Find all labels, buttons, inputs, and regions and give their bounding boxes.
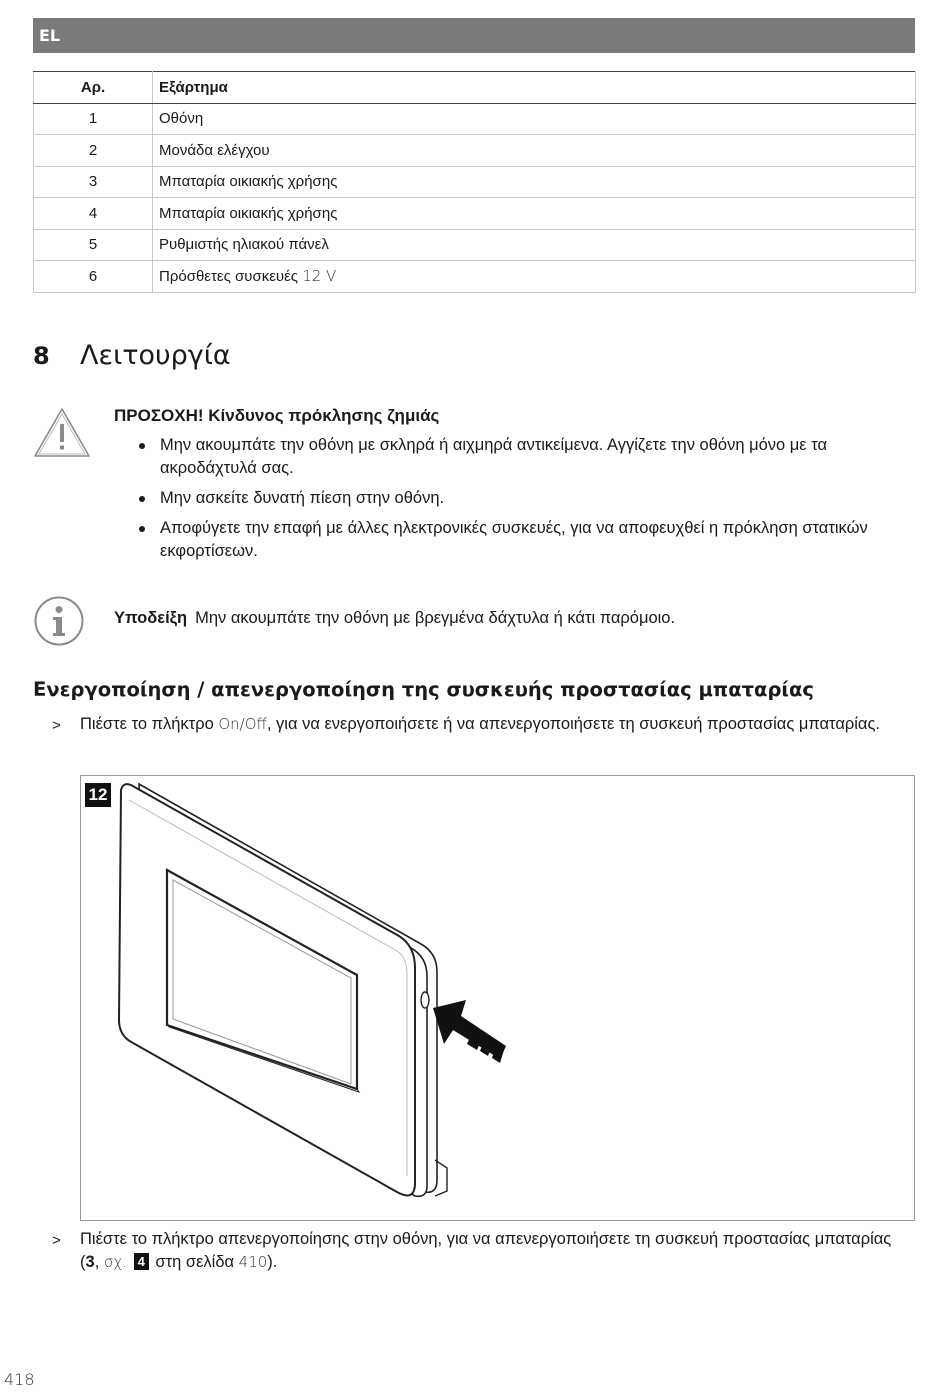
language-code: EL: [39, 26, 61, 45]
row-part: Πρόσθετες συσκευές 12 V: [153, 261, 916, 293]
row-number: 6: [34, 261, 153, 293]
table-row: [34, 198, 916, 230]
column-header-number: Αρ.: [34, 72, 153, 104]
row-number: 3: [34, 166, 153, 198]
column-header-part: Εξάρτημα: [153, 72, 916, 104]
note-text: [114, 609, 675, 628]
table-row: [34, 166, 916, 198]
figure-abbreviation: σχ.: [103, 1253, 128, 1271]
list-item: Μην ασκείτε δυνατή πίεση στην οθόνη.: [160, 487, 910, 510]
key-label: On/Off: [218, 715, 267, 733]
table-row: [34, 261, 916, 293]
chapter-heading: [33, 340, 231, 371]
table-row: [34, 135, 916, 167]
row-number: 1: [34, 103, 153, 135]
row-part: Ρυθμιστής ηλιακού πάνελ: [153, 229, 916, 261]
chapter-title: Λειτουργία: [80, 340, 231, 371]
list-item: Μην ακουμπάτε την οθόνη με σκληρά ή αιχμηρά αντικείμενα. Αγγίζετε την οθόνη μόνο με τα ακροδάχτυλά σας.: [160, 434, 910, 480]
warning-triangle-icon: [31, 405, 93, 461]
page-number: 418: [4, 1370, 35, 1389]
row-part: Μονάδα ελέγχου: [153, 135, 916, 167]
caution-title: ΠΡΟΣΟΧΗ! Κίνδυνος πρόκλησης ζημιάς: [114, 406, 440, 425]
item-reference: 3: [85, 1253, 95, 1271]
list-item: Αποφύγετε την επαφή με άλλες ηλεκτρονικές συσκευές, για να αποφευχθεί η πρόκληση στατικών εκφορτίσεων.: [160, 517, 910, 563]
row-number: 5: [34, 229, 153, 261]
section-heading: Ενεργοποίηση / απενεργοποίηση της συσκευής προστασίας μπαταρίας: [33, 678, 814, 701]
table-row: [34, 103, 916, 135]
page-reference[interactable]: 410: [238, 1253, 268, 1271]
row-part: Μπαταρία οικιακής χρήσης: [153, 166, 916, 198]
chapter-number: 8: [33, 342, 50, 370]
step-marker: >: [52, 717, 61, 734]
figure-number: 12: [85, 783, 111, 807]
table-header-row: [34, 72, 916, 104]
figure-reference-badge[interactable]: 4: [134, 1253, 149, 1270]
row-number: 2: [34, 135, 153, 167]
note-label: Υποδείξη: [114, 609, 188, 627]
parts-table: [33, 71, 916, 293]
row-part: Μπαταρία οικιακής χρήσης: [153, 198, 916, 230]
info-icon: [33, 595, 85, 647]
caution-list: [160, 434, 910, 570]
step-marker: >: [52, 1232, 61, 1249]
row-part: Οθόνη: [153, 103, 916, 135]
table-row: [34, 229, 916, 261]
instruction-step: > Πιέστε το πλήκτρο απενεργοποίησης στην οθόνη, για να απενεργοποιήσετε τη συσκευή προστασίας μπαταρίας (3, σχ. 4 στη σελίδα 410).: [52, 1230, 892, 1271]
note-body: Μην ακουμπάτε την οθόνη με βρεγμένα δάχτυλα ή κάτι παρόμοιο.: [195, 609, 676, 627]
language-header-bar: [33, 18, 915, 53]
instruction-step: > Πιέστε το πλήκτρο On/Off, για να ενεργοποιήσετε ή να απενεργοποιήσετε τη συσκευή προστασίας μπαταρίας.: [80, 713, 910, 736]
voltage-unit: 12 V: [302, 267, 337, 286]
row-number: 4: [34, 198, 153, 230]
display-illustration: [81, 776, 914, 1220]
